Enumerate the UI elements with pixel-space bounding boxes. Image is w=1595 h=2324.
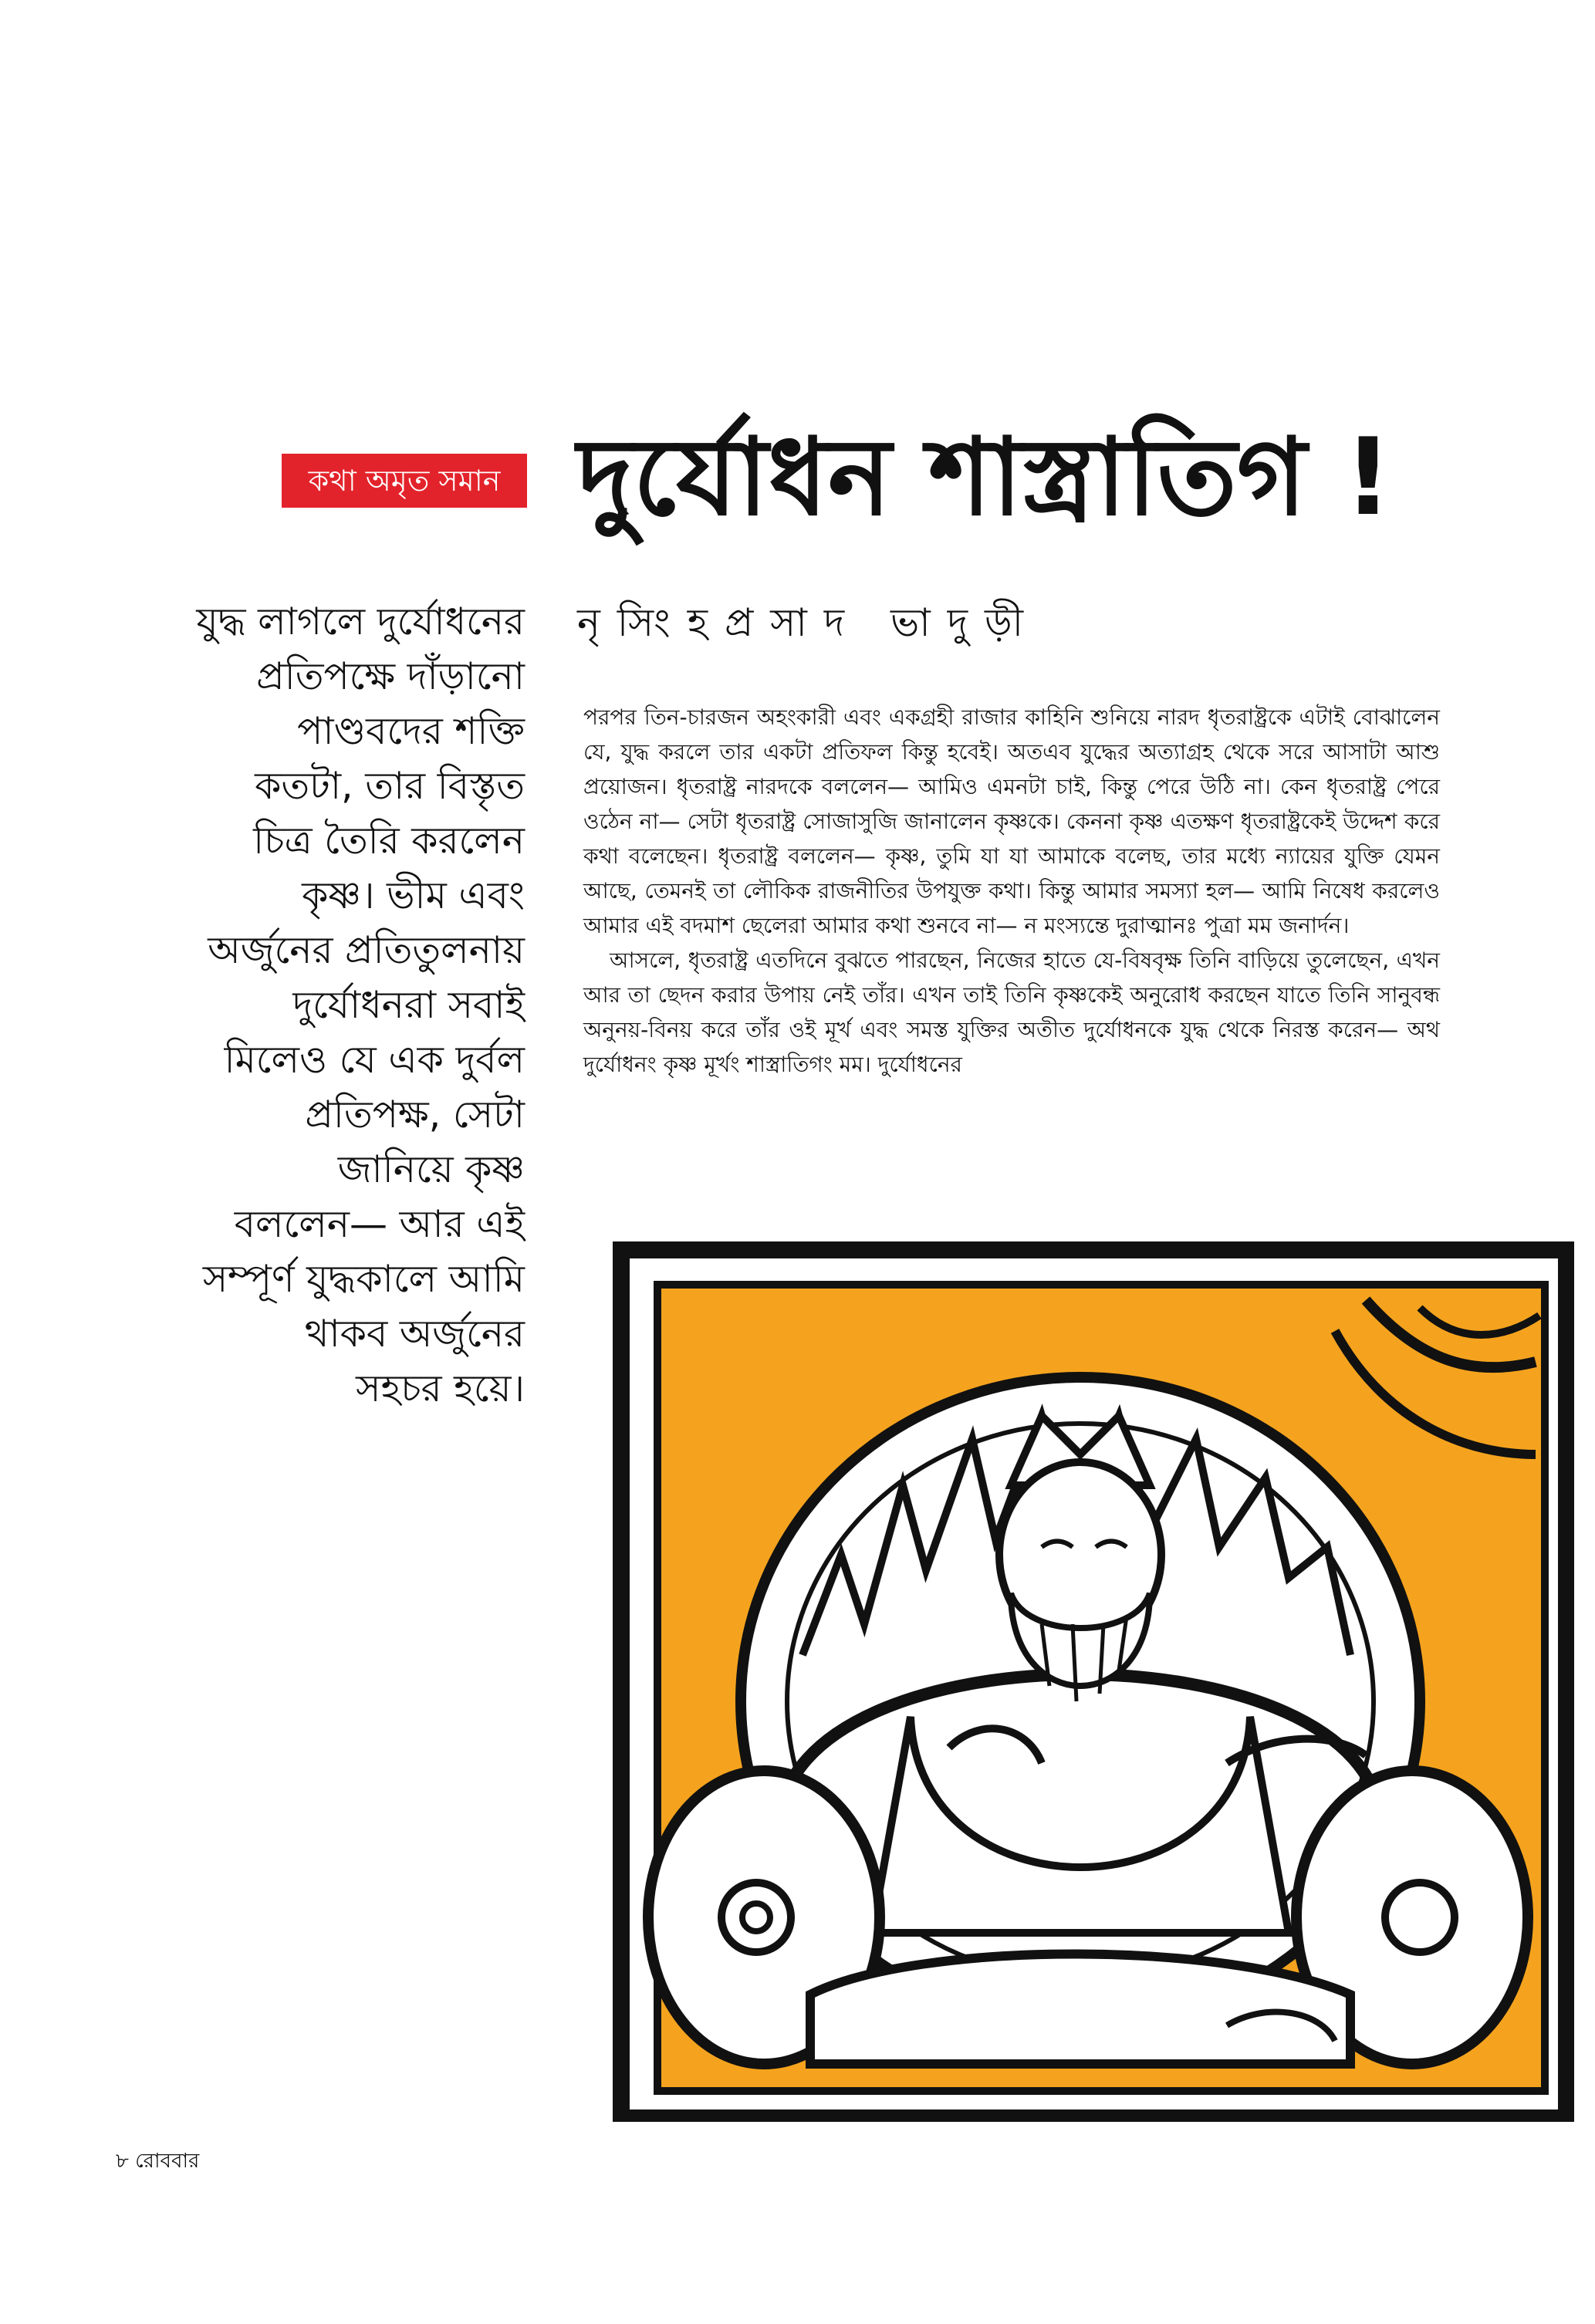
article-body	[583, 700, 1440, 1082]
pull-quote-line: কতটা, তার বিস্তৃত	[255, 764, 525, 808]
pull-quote-line: প্রতিপক্ষ, সেটা	[305, 1093, 525, 1137]
page-folio: ৮ রোববার	[116, 2150, 200, 2173]
pull-quote-line: বললেন— আর এই	[234, 1202, 525, 1246]
pull-quote-line: অর্জুনের প্রতিতুলনায়	[208, 928, 525, 972]
pull-quote-line: মিলেও যে এক দুর্বল	[224, 1038, 525, 1082]
article-title: দুর্যোধন শাস্ত্রাতিগ !	[577, 415, 1393, 539]
pull-quote-line: সহচর হয়ে।	[356, 1366, 525, 1410]
pull-quote-line: দুর্যোধনরা সবাই	[292, 983, 525, 1027]
pull-quote-line: কৃষ্ণ। ভীম এবং	[302, 873, 525, 917]
section-badge: কথা অমৃত সমান	[282, 454, 527, 508]
pull-quote-line: সম্পূর্ণ যুদ্ধকালে আমি	[202, 1257, 525, 1301]
pull-quote-line: যুদ্ধ লাগলে দুর্যোধনের	[196, 600, 525, 643]
pull-quote-line: চিত্র তৈরি করলেন	[253, 819, 525, 863]
pull-quote-line: জানিয়ে কৃষ্ণ	[337, 1147, 525, 1191]
dhritarashtra-illustration	[610, 1223, 1574, 2122]
body-paragraph: আসলে, ধৃতরাষ্ট্র এতদিনে বুঝতে পারছেন, নিজের হাতে যে-বিষবৃক্ষ তিনি বাড়িয়ে তুলেছেন, এখন আর তা ছেদন করার উপায় নেই তাঁর। এখন তাই তিনি কৃষ্ণকেই অনুরোধ করছেন যাতে তিনি সানুবন্ধ অনুনয়-বিনয় করে তাঁর ওই মূর্খ এবং সমস্ত যুক্তির অতীত দুর্যোধনকে যুদ্ধ থেকে নিরস্ত করেন— অথ দুর্যোধনং কৃষ্ণ মূর্খং শাস্ত্রাতিগং মম। দুর্যোধনের	[583, 948, 1440, 1077]
body-paragraph: পরপর তিন-চারজন অহংকারী এবং একগ্রহী রাজার কাহিনি শুনিয়ে নারদ ধৃতরাষ্ট্রকে এটাই বোঝালেন যে, যুদ্ধ করলে তার একটা প্রতিফল কিন্তু হবেই। অতএব যুদ্ধের অত্যাগ্রহ থেকে সরে আসাটা আশু প্রয়োজন। ধৃতরাষ্ট্র নারদকে বললেন— আমিও এমনটা চাই, কিন্তু পেরে উঠি না। কেন ধৃতরাষ্ট্র পেরে ওঠেন না— সেটা ধৃতরাষ্ট্র সোজাসুজি জানালেন কৃষ্ণকে। কেননা কৃষ্ণ এতক্ষণ ধৃতরাষ্ট্রকেই উদ্দেশ করে কথা বলেছেন। ধৃতরাষ্ট্র বললেন— কৃষ্ণ, তুমি যা যা আমাকে বলেছ, তার মধ্যে ন্যায়ের যুক্তি যেমন আছে, তেমনই তা লৌকিক রাজনীতির উপযুক্ত কথা। কিন্তু আমার সমস্যা হল— আমি নিষেধ করলেও আমার এই বদমাশ ছেলেরা আমার কথা শুনবে না— ন মংস্যন্তে দুরাত্মানঃ পুত্রা মম জনার্দন।	[583, 704, 1440, 938]
pull-quote-line: পাণ্ডবদের শক্তি	[297, 709, 525, 753]
pull-quote	[131, 594, 525, 1416]
pull-quote-line: প্রতিপক্ষে দাঁড়ানো	[256, 654, 525, 698]
pull-quote-line: থাকব অর্জুনের	[304, 1312, 525, 1356]
author-byline: নৃসিংহপ্রসাদ ভাদুড়ী	[577, 600, 1041, 645]
